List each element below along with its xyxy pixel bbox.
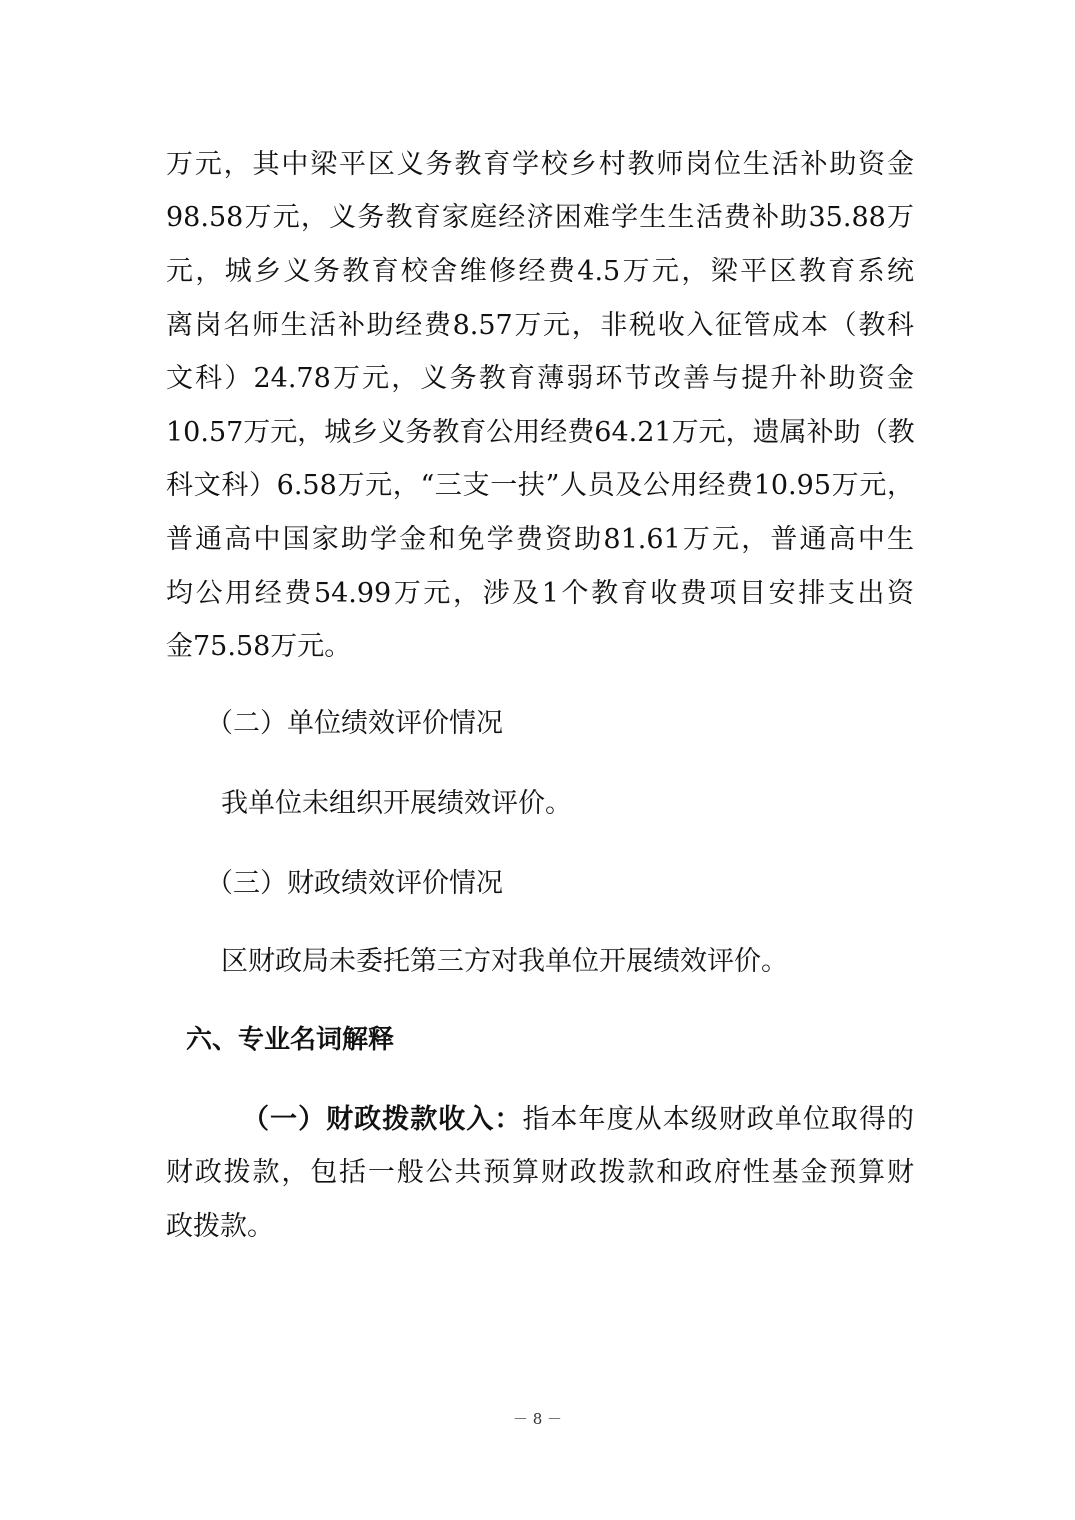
body-line-5: 文科）24.78万元，义务教育薄弱环节改善与提升补助资金 [166, 363, 914, 394]
unit-eval-heading: （二）单位绩效评价情况 [206, 708, 503, 739]
finance-eval-text: 区财政局未委托第三方对我单位开展绩效评价。 [221, 946, 788, 977]
section-six-heading: 六、专业名词解释 [186, 1025, 395, 1055]
body-line-8: 普通高中国家助学金和免学费资助81.61万元，普通高中生 [166, 524, 914, 555]
body-line-6: 10.57万元，城乡义务教育公用经费64.21万元，遗属补助（教 [166, 417, 915, 448]
body-line-7: 科文科）6.58万元，“三支一扶”人员及公用经费10.95万元， [166, 470, 914, 501]
term-definition-line-1 [166, 1100, 914, 1140]
term-label: （一）财政拨款收入： [242, 1104, 523, 1135]
body-line-9: 均公用经费54.99万元，涉及1个教育收费项目安排支出资 [166, 578, 914, 609]
body-line-2: 98.58万元，义务教育家庭经济困难学生生活费补助35.88万 [166, 202, 914, 233]
term-definition-line-3: 政拨款。 [166, 1211, 274, 1242]
unit-eval-text: 我单位未组织开展绩效评价。 [221, 788, 572, 819]
term-definition-line-2: 财政拨款，包括一般公共预算财政拨款和政府性基金预算财 [166, 1157, 914, 1188]
body-line-10: 金75.58万元。 [166, 631, 352, 662]
body-line-4: 离岗名师生活补助经费8.57万元，非税收入征管成本（教科 [166, 310, 914, 341]
body-line-3: 元，城乡义务教育校舍维修经费4.5万元，梁平区教育系统 [166, 256, 914, 287]
page-number: － 8 － [512, 1410, 563, 1428]
term-definition-text: 指本年度从本级财政单位取得的 [522, 1104, 915, 1135]
finance-eval-heading: （三）财政绩效评价情况 [206, 868, 503, 899]
body-line-1: 万元，其中梁平区义务教育学校乡村教师岗位生活补助资金 [166, 149, 914, 180]
